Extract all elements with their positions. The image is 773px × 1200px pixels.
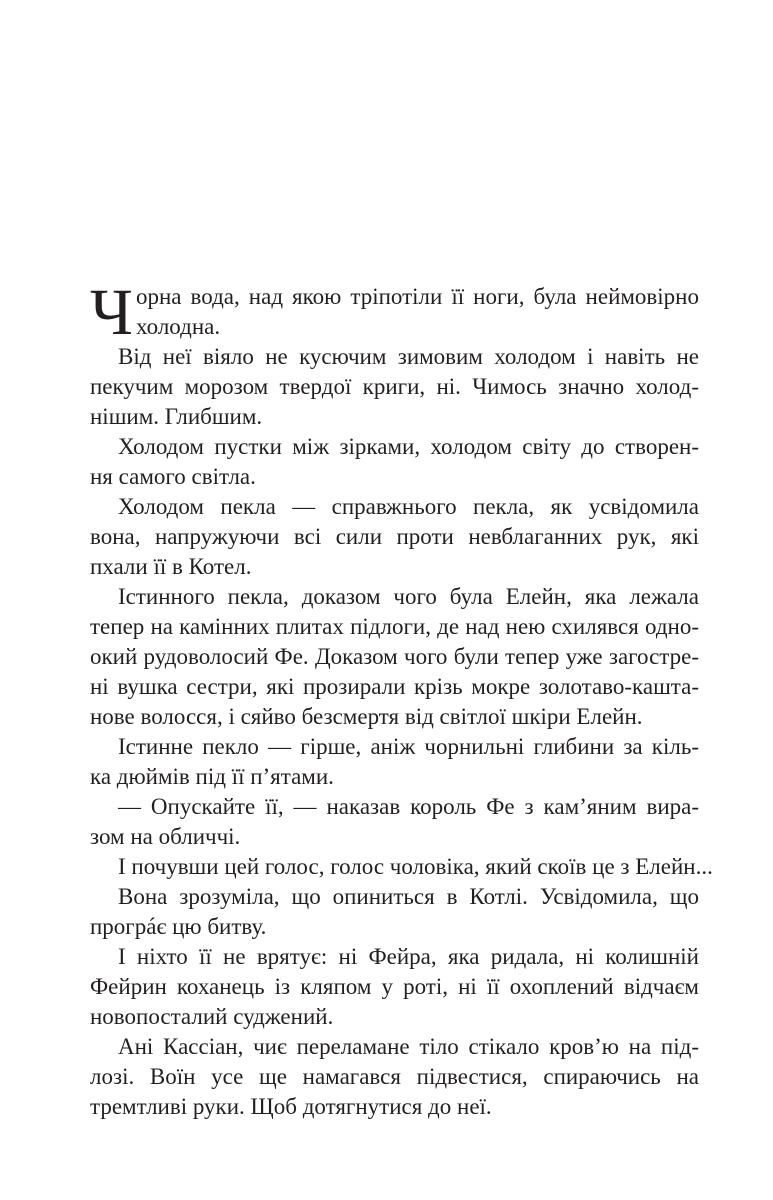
text-line: пхали її в Котел. — [90, 554, 252, 579]
text-line: новопосталий суджений. — [90, 1004, 334, 1029]
text-line: Істинне пекло — гірше, аніж чорнильні глибини за кіль- — [118, 734, 699, 759]
text-line: зом на обличчі. — [90, 824, 241, 849]
text-line: І почувши цей голос, голос чоловіка, який скоїв це з Елейн... — [118, 854, 713, 879]
paragraph — [90, 732, 699, 792]
paragraph — [90, 492, 699, 582]
text-line: пекучим морозом твердої криги, ні. Чимось значно холод- — [90, 374, 699, 399]
text-line: — Опускайте її, — наказав король Фе з кам’яним вира- — [118, 794, 699, 819]
text-line: Холодом пустки між зірками, холодом світу до створен- — [118, 434, 699, 459]
paragraph — [90, 942, 699, 1032]
text-line: ка дюймів під її п’ятами. — [90, 764, 334, 789]
text-line: прогрáє цю битву. — [90, 914, 267, 939]
text-line: Холодом пекла — справжнього пекла, як усвідомила — [118, 494, 699, 519]
paragraphs — [90, 342, 713, 1122]
paragraph — [90, 582, 699, 732]
paragraph — [90, 882, 699, 942]
paragraph — [90, 1032, 699, 1122]
text-line: ня самого світла. — [90, 464, 256, 489]
text-line: ні вушка сестри, які прозирали крізь мокре золотаво-кашта- — [90, 674, 699, 699]
text-line: вона, напружуючи всі сили проти невблаганних рук, які — [90, 524, 699, 549]
drop-cap: Ч — [90, 276, 133, 349]
text-line: орна вода, над якою тріпотіли її ноги, була неймовірно — [136, 284, 699, 309]
text-line: тепер на камінних плитах підлоги, де над нею схилявся одно- — [90, 614, 699, 639]
text-line: Вона зрозуміла, що опиниться в Котлі. Усвідомила, що — [118, 884, 699, 909]
text-line: І ніхто її не врятує: ні Фейра, яка ридала, ні колишній — [118, 944, 699, 969]
paragraph — [90, 342, 699, 432]
paragraph — [90, 792, 699, 852]
page-body — [90, 276, 713, 1122]
text-line: Фейрин коханець із кляпом у роті, ні її охоплений відчаєм — [90, 974, 699, 999]
text-line: нішим. Глибшим. — [90, 404, 263, 429]
text-line: Від неї віяло не кусючим зимовим холодом і навіть не — [118, 344, 699, 369]
paragraph — [90, 432, 699, 492]
text-line: лозі. Воїн усе ще намагався підвестися, спираючись на — [90, 1064, 699, 1089]
text-line: тремтливі руки. Щоб дотягнутися до неї. — [90, 1094, 492, 1119]
text-line: окий рудоволосий Фе. Доказом чого були тепер уже загостре- — [90, 644, 699, 669]
text-line: нове волосся, і сяйво безсмертя від світлої шкіри Елейн. — [90, 704, 643, 729]
text-line: холодна. — [136, 314, 221, 339]
paragraph — [90, 852, 713, 882]
text-line: Істинного пекла, доказом чого була Елейн, яка лежала — [118, 584, 699, 609]
opening-paragraph — [90, 276, 699, 349]
text-line: Ані Кассіан, чиє переламане тіло стікало кров’ю на під- — [118, 1034, 699, 1059]
